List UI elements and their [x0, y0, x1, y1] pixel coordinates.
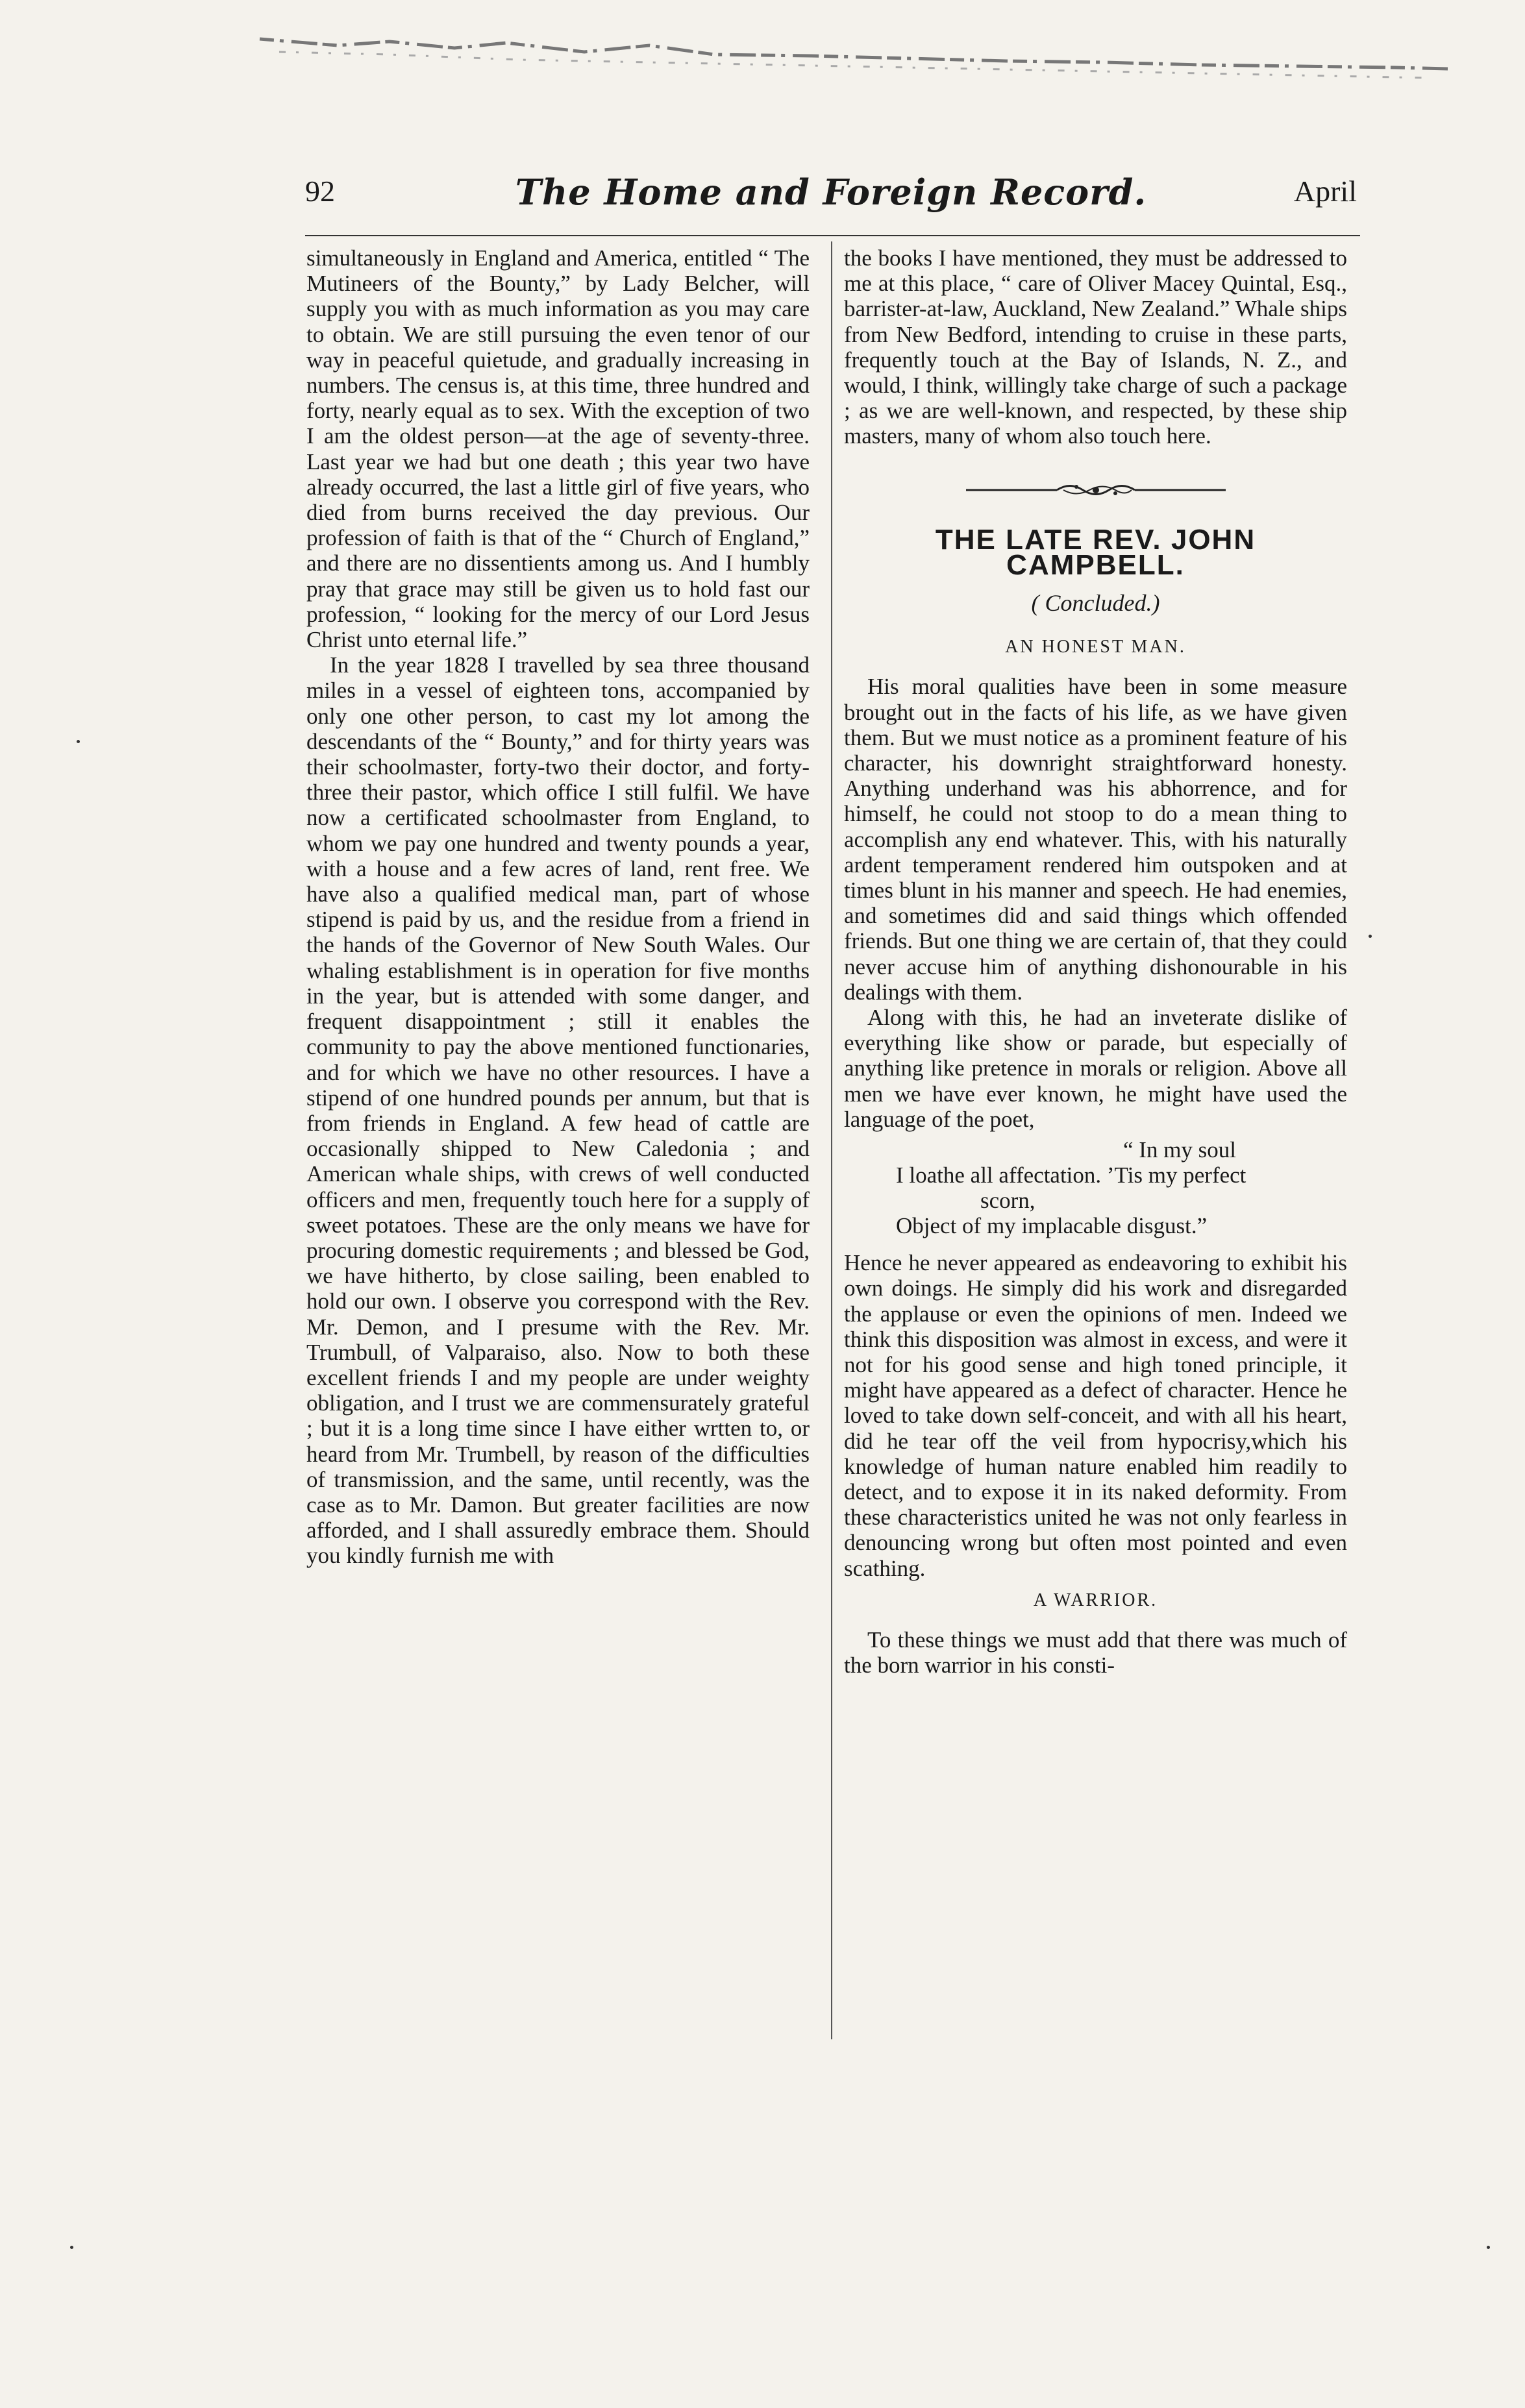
issue-month: April [1293, 175, 1357, 208]
scan-speck [70, 2246, 73, 2249]
section-heading: A WARRIOR. [1033, 1590, 1158, 1610]
section-heading: AN HONEST MAN. [1005, 637, 1186, 657]
scan-noise-strip [0, 0, 1525, 104]
page-number: 92 [305, 175, 335, 208]
article-paragraph: Hence he never appeared as endeavoring to exhibit his own doings. He simply did his work and disregarded the applause or even the opinions of men. Indeed we think this disposition was almost in excess, and were it not for his good sense and high toned principle, it might have appeared as a defect of character. Hence he loved to take down self-conceit, and with all his heart, did he tear off the veil from hypocrisy,which his knowledge of human nature enabled him readily to detect, and to expose it in its naked deformity. From these characteristics united he was not only fearless in denouncing wrong but often most pointed and even scathing. [844, 1250, 1347, 1581]
scan-speck [1487, 2246, 1490, 2249]
running-header [305, 171, 1357, 219]
article-paragraph: To these things we must add that there was much of the born warrior in his consti- [844, 1627, 1347, 1678]
left-column [306, 245, 810, 1569]
scan-speck [1369, 935, 1372, 938]
letter-paragraph: simultaneously in England and America, entitled “ The Mutineers of the Bounty,” by Lady Belcher, will supply you with as much information as you may care to obtain. We are still pursuing the even tenor of our way in peaceful quietude, and gradually increasing in numbers. The census is, at this time, three hundred and forty, nearly equal as to sex. With the exception of two I am the oldest person—at the age of seventy-three. Last year we had but one death ; this year two have already occurred, the last a little girl of five years, who died from burns received the day previous. Our profession of faith is that of the “ Church of England,” and there are no dissentients among us. And I humbly pray that grace may still be given us to hold fast our profession, “ looking for the mercy of our Lord Jesus Christ unto eternal life.” [306, 245, 810, 653]
poem-line: Object of my implacable disgust.” [896, 1213, 1208, 1239]
letter-paragraph: In the year 1828 I travelled by sea three thousand miles in a vessel of eighteen tons, accompanied by only one other person, to cast my lot among the descendants of the “ Bounty,” and for thirty years was their schoolmaster, forty-two their doctor, and forty-three their pastor, which office I still fulfil. We have now a certificated schoolmaster from England, to whom we pay one hundred and twenty pounds a year, with a house and a few acres of land, rent free. We have also a qualified medical man, part of whose stipend is paid by us, and the residue from a friend in the hands of the Governor of New South Wales. Our whaling establishment is in operation for five months in the year, but is attended with some danger, and frequent disappointment ; still it enables the community to pay the above mentioned functionaries, and for which we have no other resources. I have a stipend of one hundred pounds per annum, but that is from friends in England. A few head of cattle are occasionally shipped to New Caledonia ; and American whale ships, with crews of well conducted officers and men, frequently touch here for a supply of sweet potatoes. These are the only means we have for procuring domestic requirements ; and blessed be God, we have hitherto, by close sailing, been enabled to hold our own. I observe you correspond with the Rev. Mr. Demon, and I presume with the Rev. Mr. Trumbull, of Valparaiso, also. Now to both these excellent friends I and my people are under weighty obligation, and I trust we are commensurately grateful ; but it is a long time since I have either wrtten to, or heard from Mr. Trumbell, by reason of the difficulties of transmission, and the same, until recently, was the case as to Mr. Damon. But greater facilities are now afforded, and I shall assuredly embrace them. Should you kindly furnish me with [306, 652, 810, 1569]
scan-speck [77, 740, 80, 743]
poem-quotation [844, 1137, 1347, 1238]
journal-title: The Home and Foreign Record. [515, 171, 1147, 213]
article-subtitle: ( Concluded.) [1031, 590, 1160, 617]
column-divider [831, 241, 832, 2039]
header-rule [305, 235, 1360, 236]
poem-line: “ In my soul [1123, 1137, 1237, 1163]
section-ornament [966, 479, 1226, 501]
letter-paragraph-continued: the books I have mentioned, they must be addressed to me at this place, “ care of Oliver Macey Quintal, Esq., barrister-at-law, Auckland, New Zealand.” Whale ships from New Bedford, intending to cruise in these parts, frequently touch at the Bay of Islands, N. Z., and would, I think, willingly take charge of such a package ; as we are well-known, and respected, by these ship masters, many of whom also touch here. [844, 245, 1347, 449]
poem-line: scorn, [980, 1188, 1035, 1214]
article-title: THE LATE REV. JOHN CAMPBELL. [935, 523, 1256, 581]
poem-line: I loathe all affectation. ’Tis my perfect [896, 1162, 1246, 1188]
right-column [844, 245, 1347, 1678]
article-paragraph: His moral qualities have been in some measure brought out in the facts of his life, as we have given them. But we must notice as a prominent feature of his character, his downright straightforward honesty. Anything underhand was his abhorrence, and for himself, he could not stoop to do a mean thing to accomplish any end whatever. This, with his naturally ardent temperament rendered him outspoken and at times blunt in his manner and speech. He had enemies, and sometimes did and said things which offended friends. But one thing we are certain of, that they could never accuse him of anything dishonourable in his dealings with them. [844, 674, 1347, 1005]
article-paragraph: Along with this, he had an inveterate dislike of everything like show or parade, but especially of anything like pretence in morals or religion. Above all men we have ever known, he might have used the language of the poet, [844, 1005, 1347, 1132]
